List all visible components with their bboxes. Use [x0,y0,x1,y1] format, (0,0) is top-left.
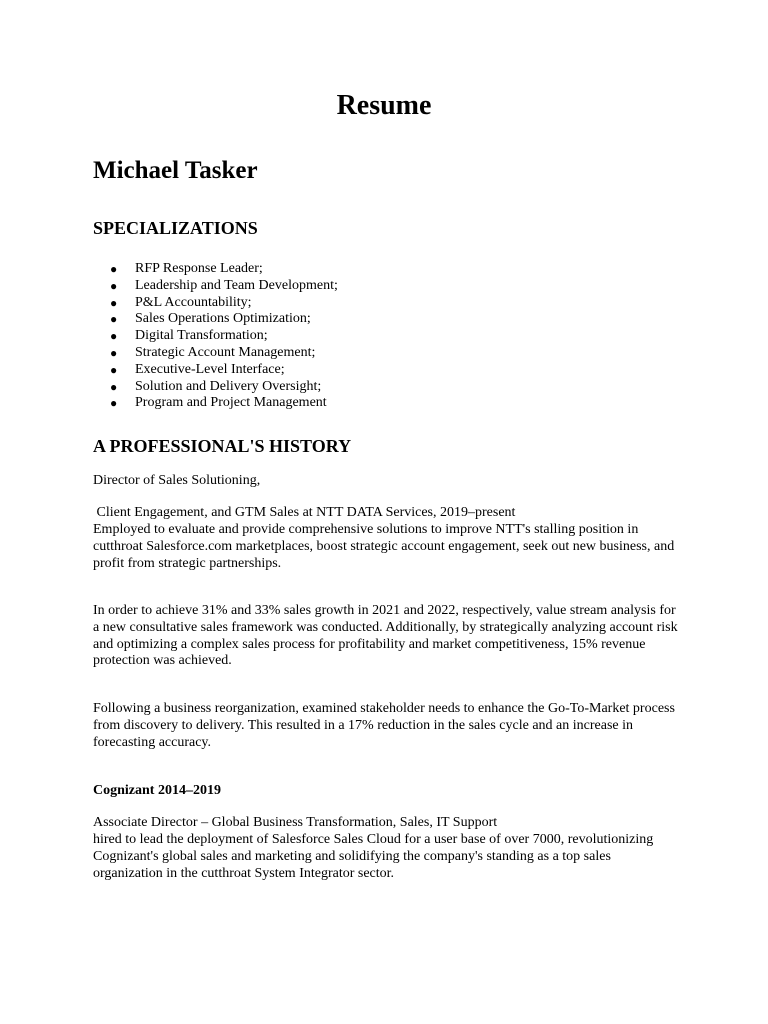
cognizant-heading: Cognizant 2014–2019 [93,783,221,798]
specializations-list [93,261,338,412]
list-item: ● Digital Transformation; [110,328,268,344]
bullet-icon: ● [110,295,118,310]
bullet-icon: ● [110,262,118,276]
cognizant-role: Associate Director – Global Business Transformation, Sales, IT Support [93,815,498,830]
list-item: ● Program and Project Management [110,395,327,411]
ntt-description: Employed to evaluate and provide comprehensive solutions to improve NTT's stalling position in cutthroat Salesforce.com marketplaces, boost strategic account engagement, seek out new business, and profit from strategic partnerships. [93,522,675,571]
list-item: ● Solution and Delivery Oversight; [110,378,322,394]
candidate-name: Michael Tasker [93,157,258,184]
bullet-icon: ● [110,396,118,411]
bullet-icon: ● [110,379,118,394]
list-item: ● Strategic Account Management; [110,344,316,360]
cognizant-description: hired to lead the deployment of Salesforce Sales Cloud for a user base of over 7000, revolutionizing Cognizant's global sales and marketing and solidifying the company's standing as a top sales organization in the cutthroat System Integrator sector. [93,832,654,881]
bullet-icon: ● [110,312,118,327]
list-item: ● Executive-Level Interface; [110,361,285,377]
history-heading: A PROFESSIONAL'S HISTORY [93,436,352,456]
ntt-role-title: Director of Sales Solutioning, [93,473,261,488]
bullet-icon: ● [110,329,118,344]
document-title: Resume [336,90,432,121]
list-item: ● Sales Operations Optimization; [110,311,311,327]
bullet-icon: ● [110,278,118,293]
bullet-icon: ● [110,345,118,360]
ntt-achievement-2: Following a business reorganization, examined stakeholder needs to enhance the Go-To-Market process from discovery to delivery. This resulted in a 17% reduction in the sales cycle and an increase in forecasting accuracy. [93,701,675,750]
bullet-icon: ● [110,362,118,377]
list-item: ● RFP Response Leader; [110,261,263,276]
ntt-achievement-1: In order to achieve 31% and 33% sales growth in 2021 and 2022, respectively, value stream analysis for a new consultative sales framework was conducted. Additionally, by strategically analyzing account risk and optimizing a complex sales process for profitability and market competitiveness, 15% revenue protection was achieved. [93,603,678,669]
ntt-role-title-continued: Client Engagement, and GTM Sales at NTT DATA Services, 2019–present [93,505,516,520]
specializations-heading: SPECIALIZATIONS [93,218,258,238]
list-item: ● P&L Accountability; [110,294,252,310]
list-item: ● Leadership and Team Development; [110,277,338,293]
